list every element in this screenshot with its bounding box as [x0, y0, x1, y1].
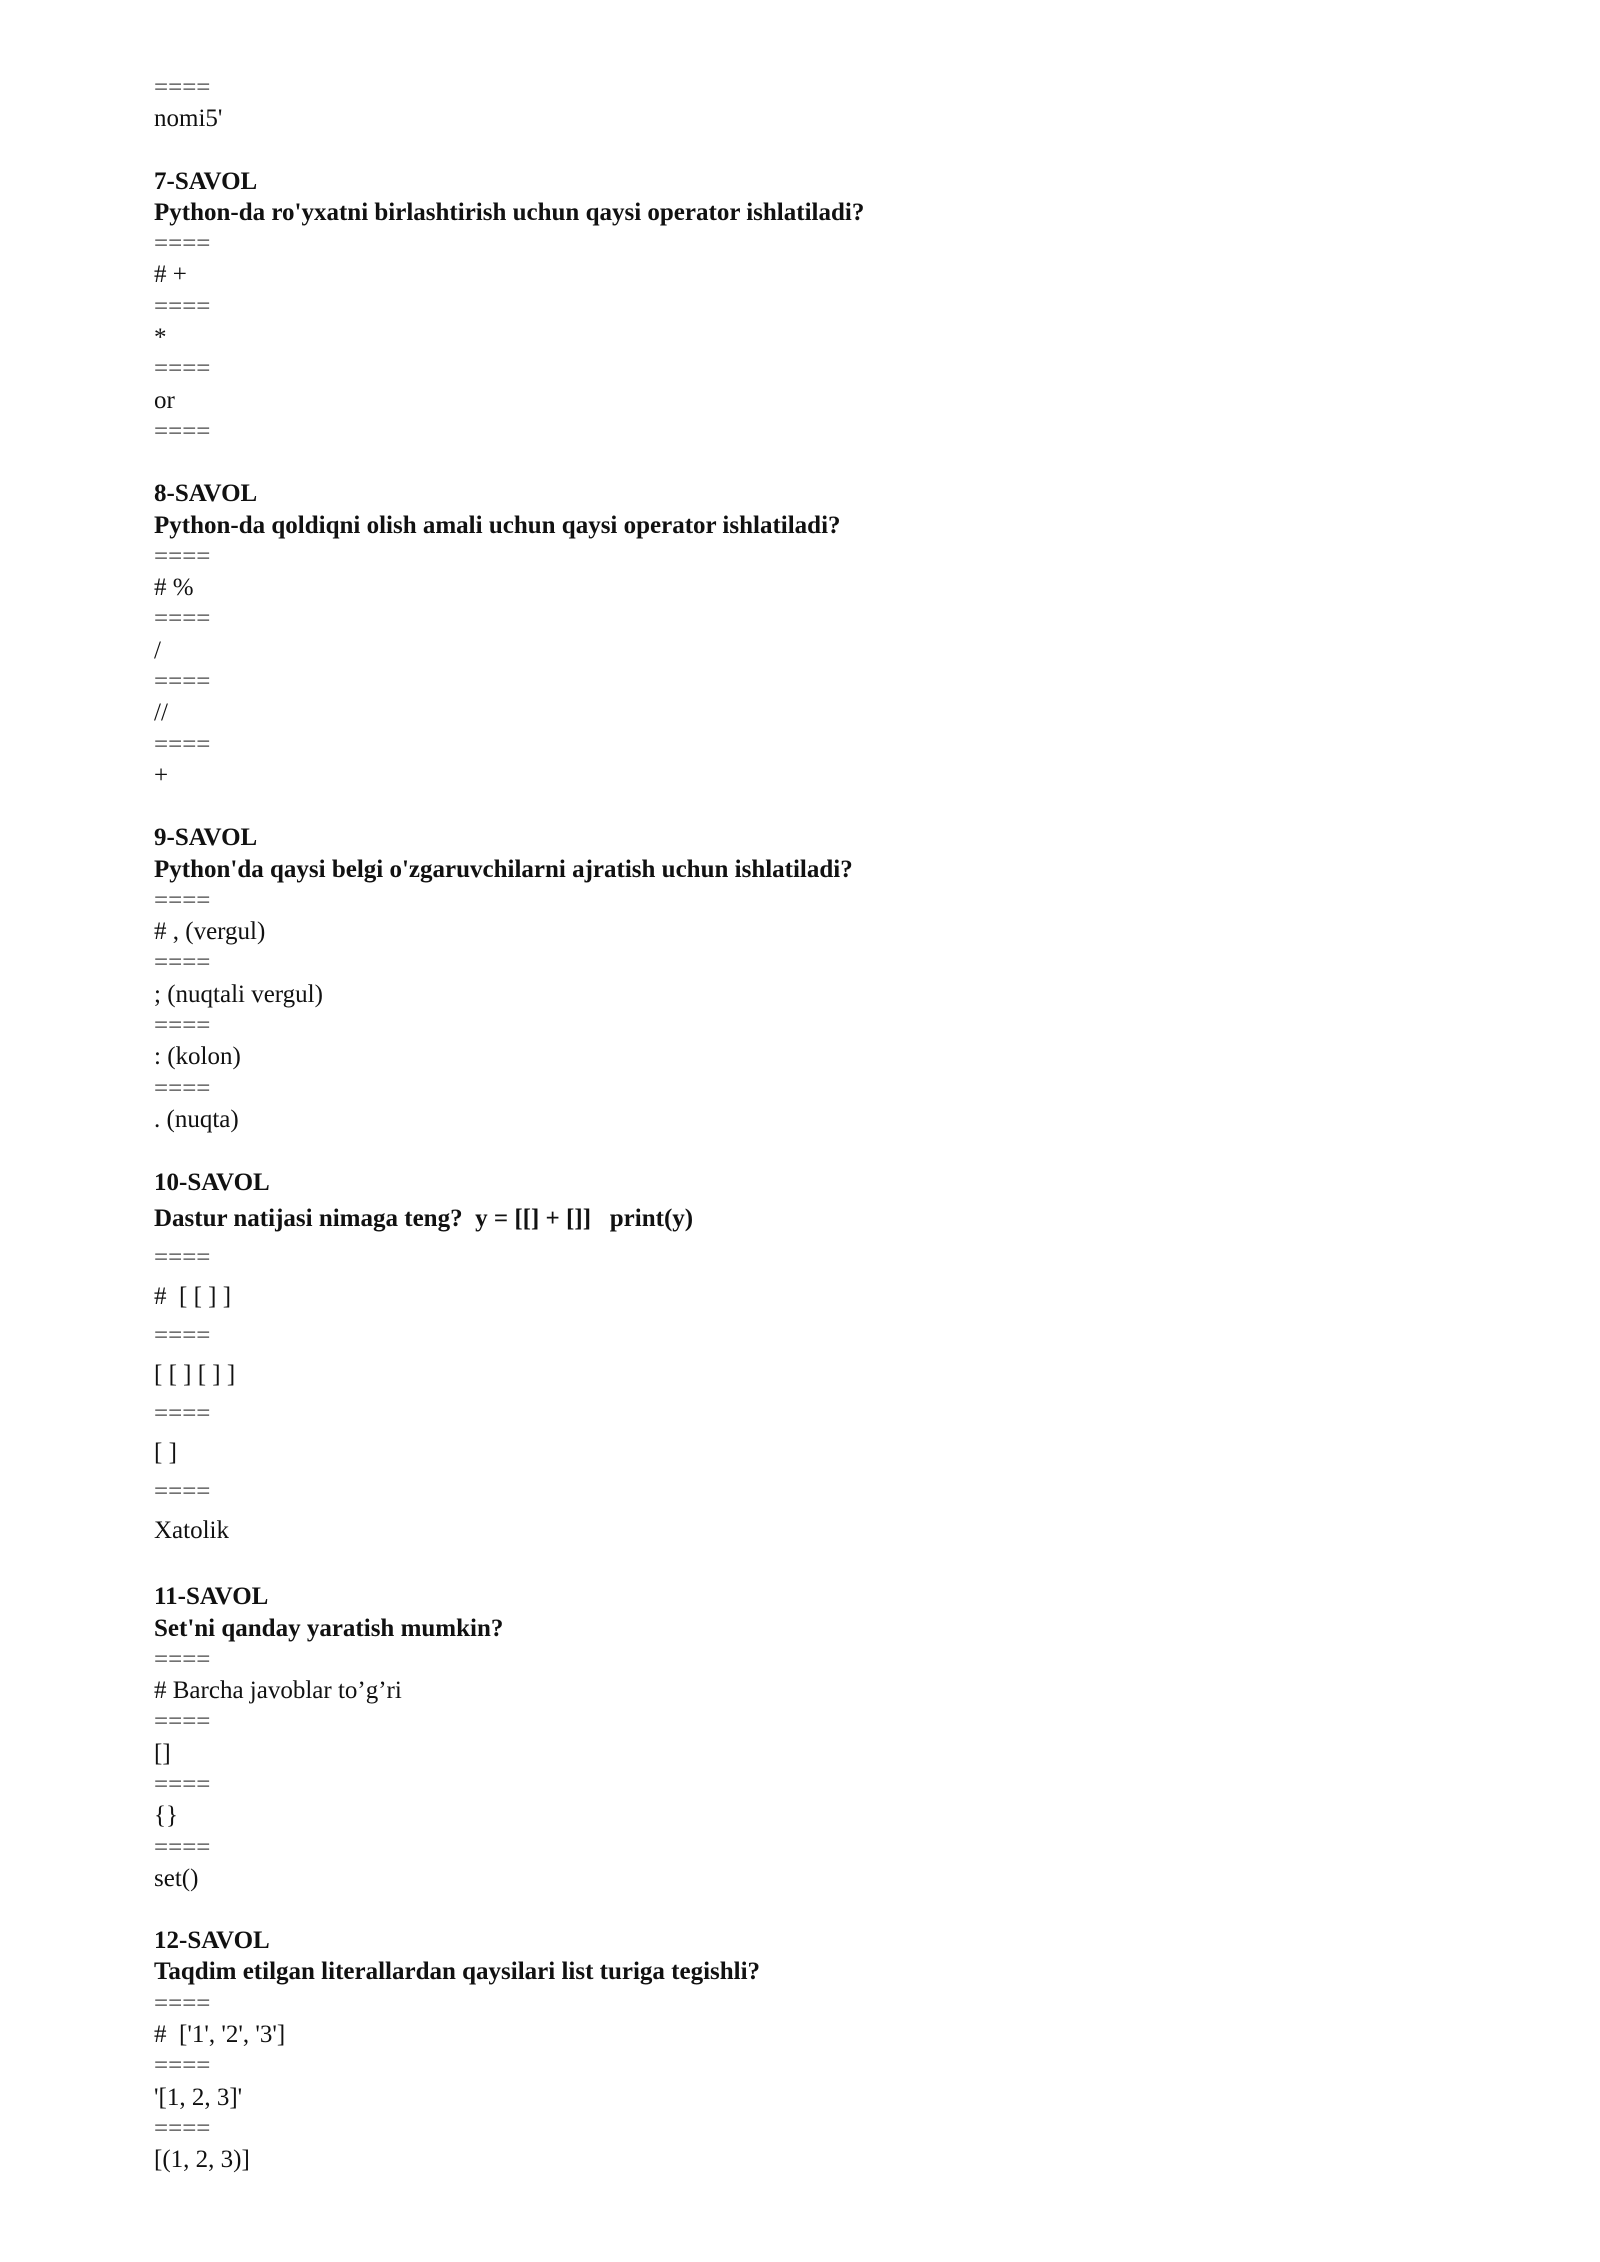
option-separator: ====	[154, 1645, 211, 1673]
question-number: 12-SAVOL	[154, 1927, 270, 1955]
option-separator: ====	[154, 1400, 211, 1428]
option-separator: ====	[154, 417, 211, 445]
option-separator: ====	[154, 1478, 211, 1506]
option-separator: ====	[154, 886, 211, 914]
option-separator: ====	[154, 668, 211, 696]
answer-option: *	[154, 324, 167, 352]
answer-option: '[1, 2, 3]'	[154, 2083, 243, 2111]
option-separator: ====	[154, 1989, 211, 2017]
option-separator: ====	[154, 1833, 211, 1861]
option-separator: ====	[154, 74, 211, 101]
option-separator: ====	[154, 1708, 211, 1736]
option-separator: ====	[154, 1770, 211, 1798]
option-separator: ====	[154, 542, 211, 570]
option-separator: ====	[154, 292, 211, 320]
question-block	[154, 166, 1454, 448]
answer-option: . (nuqta)	[154, 1105, 239, 1133]
question-block	[154, 478, 1454, 791]
question-text: Python-da ro'yxatni birlashtirish uchun qaysi operator ishlatiladi?	[154, 198, 865, 226]
question-text: Taqdim etilgan literallardan qaysilari list turiga tegishli?	[154, 1958, 761, 1986]
answer-option: ; (nuqtali vergul)	[154, 980, 323, 1008]
answer-option: set()	[154, 1864, 199, 1892]
question-block	[154, 1581, 1454, 1894]
question-block	[154, 1166, 1454, 1550]
question-text: Python'da qaysi belgi o'zgaruvchilarni ajratish uchun ishlatiladi?	[154, 855, 853, 883]
option-separator: ====	[154, 1322, 211, 1350]
answer-option: [ ]	[154, 1439, 177, 1467]
question-block	[154, 1925, 1454, 2175]
option-separator: ====	[154, 2114, 211, 2142]
answer-option: # +	[154, 261, 187, 289]
question-block	[154, 822, 1454, 1135]
answer-option: []	[154, 1739, 171, 1767]
answer-option: # [ [ ] ]	[154, 1283, 232, 1311]
question-number: 10-SAVOL	[154, 1169, 270, 1197]
document-page	[154, 72, 1454, 2176]
answer-option: # ['1', '2', '3']	[154, 2021, 286, 2049]
question-text: Dastur natijasi nimaga teng? y = [[] + []] print(y)	[154, 1205, 694, 1233]
answer-option: [ [ ] [ ] ]	[154, 1361, 236, 1389]
answer-option: //	[154, 699, 168, 727]
answer-option: or	[154, 386, 175, 414]
question-number: 9-SAVOL	[154, 824, 258, 852]
answer-option: # , (vergul)	[154, 918, 266, 946]
question-number: 8-SAVOL	[154, 480, 258, 508]
answer-option: /	[154, 636, 161, 664]
answer-option: # %	[154, 574, 194, 602]
option-separator: ====	[154, 605, 211, 633]
question-text: Set'ni qanday yaratish mumkin?	[154, 1614, 504, 1642]
answer-option: Xatolik	[154, 1517, 229, 1545]
question-number: 11-SAVOL	[154, 1583, 269, 1611]
option-separator: ====	[154, 2052, 211, 2080]
option-separator: ====	[154, 1244, 211, 1272]
question-text: Python-da qoldiqni olish amali uchun qaysi operator ishlatiladi?	[154, 511, 841, 539]
answer-option: [(1, 2, 3)]	[154, 2146, 250, 2174]
option-separator: ====	[154, 355, 211, 383]
option-separator: ====	[154, 230, 211, 258]
option-separator: ====	[154, 1074, 211, 1102]
answer-option: : (kolon)	[154, 1043, 241, 1071]
option-separator: ====	[154, 730, 211, 758]
answer-option: nomi5'	[154, 105, 223, 133]
option-separator: ====	[154, 949, 211, 977]
answer-option: # Barcha javoblar to’g’ri	[154, 1677, 402, 1705]
question-number: 7-SAVOL	[154, 167, 258, 195]
option-separator: ====	[154, 1012, 211, 1040]
answer-option: +	[154, 761, 169, 789]
answer-option: {}	[154, 1802, 178, 1830]
